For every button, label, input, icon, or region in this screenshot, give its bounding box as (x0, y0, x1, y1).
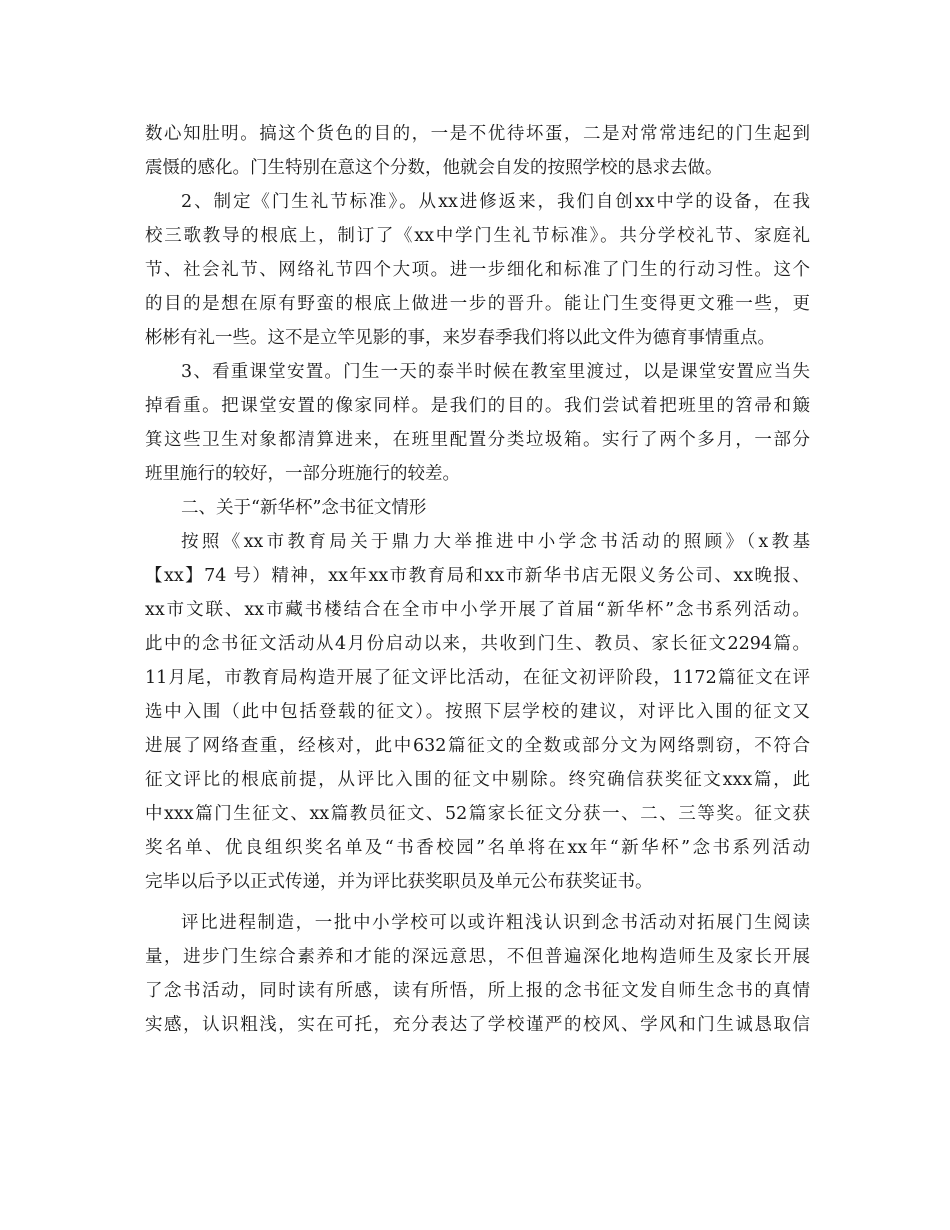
paragraph-line: 实感，认识粗浅，实在可托，充分表达了学校谨严的校风、学风和门生诚恳取信 (145, 1015, 810, 1035)
paragraph-line: 评比进程制造，一批中小学校可以或许粗浅认识到念书活动对拓展门生阅读 (181, 913, 810, 933)
paragraph-gap (145, 899, 810, 906)
paragraph-line: 【xx】74 号）精神，xx年xx市教育局和xx市新华书店无限义务公司、xx晚报、 (145, 566, 810, 586)
section-heading: 二、关于“新华杯”念书征文情形 (181, 498, 427, 518)
paragraph-line: 按照《xx市教育局关于鼎力大举推进中小学念书活动的照顾》（x教基 (181, 532, 810, 552)
paragraph-line: 掉看重。把课堂安置的像家同样。是我们的目的。我们尝试着把班里的笤帚和簸 (145, 396, 810, 416)
paragraph-line: 3、看重课堂安置。门生一天的泰半时候在教室里渡过，以是课堂安置应当失 (181, 362, 810, 382)
paragraph-line: 数心知肚明。搞这个货色的目的，一是不优待坏蛋，二是对常常违纪的门生起到 (145, 124, 810, 144)
paragraph-line: 奖名单、优良组织奖名单及“书香校园”名单将在xx年“新华杯”念书系列活动 (145, 838, 810, 858)
paragraph-line: 2、制定《门生礼节标准》。从xx进修返来，我们自创xx中学的设备，在我 (181, 192, 810, 212)
document-body (145, 117, 810, 1042)
paragraph-line: 班里施行的较好，一部分班施行的较差。 (145, 464, 460, 484)
paragraph-line: 彬彬有礼一些。这不是立竿见影的事，来岁春季我们将以此文件为德育事情重点。 (145, 328, 775, 348)
paragraph-line: 11月尾，市教育局构造开展了征文评比活动，在征文初评阶段，1172篇征文在评 (145, 668, 810, 688)
paragraph-line: 此中的念书征文活动从4月份启动以来，共收到门生、教员、家长征文2294篇。 (145, 634, 810, 654)
paragraph-line: 了念书活动，同时读有所感，读有所悟，所上报的念书征文发自师生念书的真情 (145, 981, 810, 1001)
paragraph-line: xx市文联、xx市藏书楼结合在全市中小学开展了首届“新华杯”念书系列活动。 (145, 600, 810, 620)
paragraph-line: 量，进步门生综合素养和才能的深远意思，不但普遍深化地构造师生及家长开展 (145, 947, 810, 967)
paragraph-line: 校三歌教导的根底上，制订了《xx中学门生礼节标准》。共分学校礼节、家庭礼 (145, 226, 810, 246)
paragraph-line: 中xxx篇门生征文、xx篇教员征文、52篇家长征文分获一、二、三等奖。征文获 (145, 804, 810, 824)
paragraph-line: 完毕以后予以正式传递，并为评比获奖职员及单元公布获奖证书。 (145, 872, 653, 892)
paragraph-line: 节、社会礼节、网络礼节四个大项。进一步细化和标准了门生的行动习性。这个 (145, 260, 810, 280)
paragraph-line: 震慑的感化。门生特别在意这个分数，他就会自发的按照学校的恳求去做。 (145, 158, 723, 178)
paragraph-line: 箕这些卫生对象都清算进来，在班里配置分类垃圾箱。实行了两个多月，一部分 (145, 430, 810, 450)
paragraph-line: 选中入围（此中包括登载的征文）。按照下层学校的建议，对评比入围的征文又 (145, 702, 810, 722)
paragraph-line: 的目的是想在原有野蛮的根底上做进一步的晋升。能让门生变得更文雅一些，更 (145, 294, 810, 314)
paragraph-line: 进展了网络查重，经核对，此中632篇征文的全数或部分文为网络剽窃，不符合 (145, 736, 810, 756)
paragraph-line: 征文评比的根底前提，从评比入围的征文中剔除。终究确信获奖征文xxx篇，此 (145, 770, 810, 790)
